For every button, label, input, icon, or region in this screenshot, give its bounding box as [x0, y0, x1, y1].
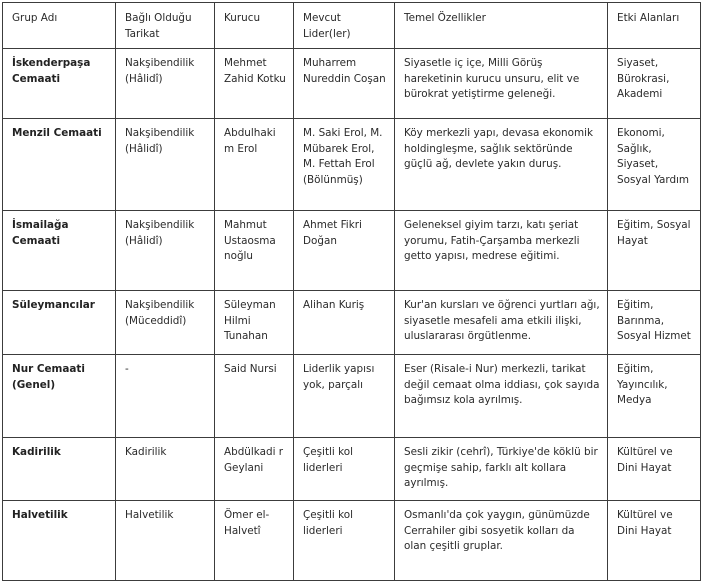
cell-founder: Ömer el-Halvetî — [215, 501, 294, 581]
cell-group: Süleymancılar — [3, 291, 116, 355]
cell-features: Eser (Risale-i Nur) merkezli, tarikat değil cemaat olma iddiası, çok sayıda bağımsız kola ayrılmış. — [395, 355, 608, 438]
cell-order: - — [116, 355, 215, 438]
cell-leader: Liderlik yapısı yok, parçalı — [294, 355, 395, 438]
header-areas: Etki Alanları — [608, 3, 701, 49]
table-row — [3, 355, 701, 438]
header-order: Bağlı Olduğu Tarikat — [116, 3, 215, 49]
cell-leader: Ahmet Fikri Doğan — [294, 211, 395, 291]
cell-order: Kadirilik — [116, 438, 215, 501]
cell-areas: Siyaset, Bürokrasi, Akademi — [608, 49, 701, 119]
cell-features: Sesli zikir (cehrî), Türkiye'de köklü bir geçmişe sahip, farklı alt kollara ayrılmış. — [395, 438, 608, 501]
cell-features: Siyasetle iç içe, Milli Görüş hareketinin kurucu unsuru, elit ve bürokrat yetiştirme geleneği. — [395, 49, 608, 119]
cell-leader: Alihan Kuriş — [294, 291, 395, 355]
header-features: Temel Özellikler — [395, 3, 608, 49]
header-row — [3, 3, 701, 49]
cell-leader: Çeşitli kol liderleri — [294, 438, 395, 501]
cell-group: İskenderpaşa Cemaati — [3, 49, 116, 119]
table-row — [3, 211, 701, 291]
cell-areas: Eğitim, Yayıncılık, Medya — [608, 355, 701, 438]
table-row — [3, 438, 701, 501]
cell-areas: Eğitim, Barınma, Sosyal Hizmet — [608, 291, 701, 355]
cell-leader: M. Saki Erol, M. Mübarek Erol, M. Fettah Erol (Bölünmüş) — [294, 119, 395, 211]
cell-group: Menzil Cemaati — [3, 119, 116, 211]
cell-founder: Süleyman Hilmi Tunahan — [215, 291, 294, 355]
cell-features: Kur'an kursları ve öğrenci yurtları ağı, siyasetle mesafeli ama etkili ilişki, uluslararası örgütlenme. — [395, 291, 608, 355]
cell-group: Nur Cemaati (Genel) — [3, 355, 116, 438]
cell-founder: Mehmet Zahid Kotku — [215, 49, 294, 119]
cell-areas: Ekonomi, Sağlık, Siyaset, Sosyal Yardım — [608, 119, 701, 211]
cell-group: Halvetilik — [3, 501, 116, 581]
cell-founder: Abdulhaki m Erol — [215, 119, 294, 211]
cell-areas: Kültürel ve Dini Hayat — [608, 438, 701, 501]
cell-features: Geleneksel giyim tarzı, katı şeriat yorumu, Fatih-Çarşamba merkezli getto yapısı, medrese eğitimi. — [395, 211, 608, 291]
cell-order: Nakşibendilik (Müceddidî) — [116, 291, 215, 355]
table-row — [3, 119, 701, 211]
header-leader: Mevcut Lider(ler) — [294, 3, 395, 49]
table-row — [3, 49, 701, 119]
cell-features: Köy merkezli yapı, devasa ekonomik holdingleşme, sağlık sektöründe güçlü ağ, devlete yakın duruş. — [395, 119, 608, 211]
cell-order: Nakşibendilik (Hâlidî) — [116, 49, 215, 119]
cell-areas: Kültürel ve Dini Hayat — [608, 501, 701, 581]
cell-features: Osmanlı'da çok yaygın, günümüzde Cerrahiler gibi sosyetik kolları da olan çeşitli gruplar. — [395, 501, 608, 581]
table-row — [3, 291, 701, 355]
cell-order: Halvetilik — [116, 501, 215, 581]
cell-order: Nakşibendilik (Hâlidî) — [116, 211, 215, 291]
cell-order: Nakşibendilik (Hâlidî) — [116, 119, 215, 211]
cell-leader: Çeşitli kol liderleri — [294, 501, 395, 581]
cell-group: Kadirilik — [3, 438, 116, 501]
cell-founder: Mahmut Ustaosma noğlu — [215, 211, 294, 291]
header-founder: Kurucu — [215, 3, 294, 49]
sects-table — [2, 2, 701, 581]
cell-group: İsmailağa Cemaati — [3, 211, 116, 291]
cell-founder: Said Nursi — [215, 355, 294, 438]
cell-areas: Eğitim, Sosyal Hayat — [608, 211, 701, 291]
header-group-name: Grup Adı — [3, 3, 116, 49]
table-row — [3, 501, 701, 581]
cell-founder: Abdülkadi r Geylani — [215, 438, 294, 501]
cell-leader: Muharrem Nureddin Coşan — [294, 49, 395, 119]
